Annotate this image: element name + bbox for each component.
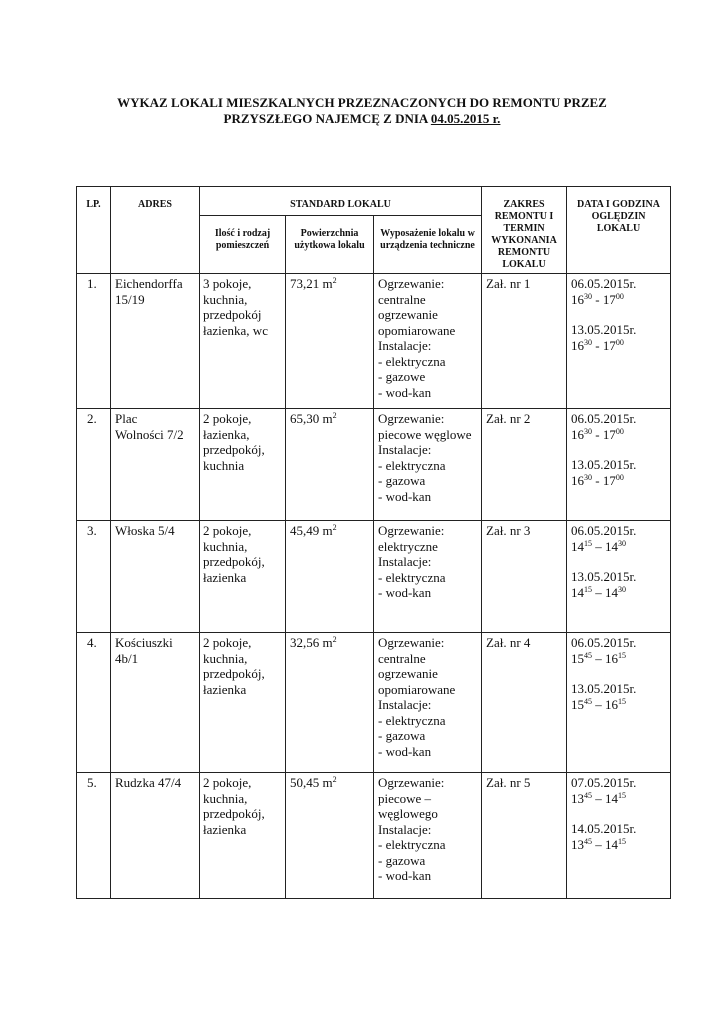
row-number: 1. [87, 276, 97, 291]
time-from-hour: 15 [571, 650, 585, 666]
equipment-line: - wod-kan [378, 488, 432, 504]
table-row [77, 521, 671, 633]
equipment-line: Ogrzewanie: [378, 523, 445, 538]
time-to-hour: 17 [602, 291, 616, 307]
cell-lp [77, 773, 111, 899]
address-line: Kościuszki [115, 635, 173, 650]
cell-address [111, 773, 200, 899]
time-from-hour: 16 [571, 337, 585, 353]
time-from-hour: 15 [571, 696, 585, 712]
cell-rooms [200, 274, 286, 409]
rooms-line: 3 pokoje, [203, 276, 252, 291]
cell-scope [482, 409, 567, 521]
rooms-line: kuchnia, [203, 650, 248, 666]
viewing-time-range [571, 473, 666, 489]
time-to-hour: 17 [602, 337, 616, 353]
cell-rooms [200, 521, 286, 633]
time-to-hour: 14 [605, 836, 619, 852]
area-unit-superscript: 2 [332, 635, 337, 644]
date-spacer [571, 806, 666, 821]
equipment-line: - gazowa [378, 728, 426, 743]
equipment-line: ogrzewanie [378, 666, 438, 681]
time-from-hour: 14 [571, 584, 585, 600]
viewing-time-range [571, 338, 666, 354]
area-unit-superscript: 2 [332, 523, 337, 532]
time-to-minute: 30 [618, 538, 627, 548]
rooms-line: kuchnia, [203, 291, 248, 307]
rooms-line: łazienka [203, 821, 247, 837]
equipment-line: - wod-kan [378, 585, 432, 600]
header-area: Powierzchnia użytkowa lokalu [286, 216, 374, 274]
time-separator: - [592, 291, 603, 307]
area-unit-superscript: 2 [332, 775, 337, 784]
rooms-line: 2 pokoje, [203, 411, 252, 426]
table-row [77, 633, 671, 773]
time-separator: – [592, 538, 606, 554]
viewing-time-range [571, 539, 666, 555]
header-address: ADRES [111, 187, 200, 274]
rooms-line: przedpokój, [203, 442, 265, 457]
time-to-minute: 15 [618, 650, 627, 660]
header-viewing: DATA I GODZINA OGLĘDZIN LOKALU [567, 187, 671, 274]
time-to-minute: 15 [618, 836, 627, 846]
time-to-minute: 15 [618, 696, 627, 706]
time-from-minute: 30 [584, 337, 593, 347]
rooms-line: przedpokój [203, 307, 262, 322]
table-row [77, 773, 671, 899]
rooms-line: kuchnia, [203, 538, 248, 554]
equipment-line: piecowe – [378, 790, 432, 806]
viewing-date: 13.05.2015r. [571, 681, 637, 696]
equipment-line: piecowe węglowe [378, 426, 472, 442]
equipment-line: - wod-kan [378, 868, 432, 883]
row-number: 4. [87, 635, 97, 650]
time-from-minute: 15 [584, 584, 593, 594]
table-body [77, 274, 671, 899]
date-spacer [571, 554, 666, 569]
equipment-line: - gazowe [378, 369, 426, 384]
time-to-minute: 15 [618, 790, 627, 800]
cell-lp [77, 521, 111, 633]
date-spacer [571, 307, 666, 322]
viewing-date: 13.05.2015r. [571, 457, 637, 472]
scope-attachment: Zał. nr 5 [486, 775, 531, 790]
cell-lp [77, 633, 111, 773]
cell-rooms [200, 409, 286, 521]
equipment-line: - gazowa [378, 852, 426, 868]
cell-scope [482, 773, 567, 899]
time-to-hour: 14 [605, 790, 619, 806]
address-line: Rudzka 47/4 [115, 775, 182, 790]
equipment-line: - elektryczna [378, 457, 446, 473]
header-rooms: Ilość i rodzaj pomieszczeń [200, 216, 286, 274]
rooms-line: 2 pokoje, [203, 523, 252, 538]
time-from-minute: 15 [584, 538, 593, 548]
cell-rooms [200, 773, 286, 899]
address-line: 15/19 [115, 291, 145, 307]
header-scope: ZAKRES REMONTU I TERMIN WYKONANIA REMONTU LOKALU [482, 187, 567, 274]
equipment-line: ogrzewanie [378, 307, 438, 322]
equipment-line: Ogrzewanie: [378, 775, 445, 790]
viewing-date: 13.05.2015r. [571, 322, 637, 337]
header-row-main [77, 187, 671, 216]
cell-area [286, 274, 374, 409]
title-line-2-prefix: PRZYSZŁEGO NAJEMCĘ Z DNIA [223, 111, 431, 126]
cell-scope [482, 633, 567, 773]
cell-viewing-dates [567, 274, 671, 409]
equipment-line: centralne [378, 291, 426, 307]
time-separator: – [592, 650, 606, 666]
cell-equipment [374, 274, 482, 409]
time-to-hour: 17 [602, 472, 616, 488]
title-date: 04.05.2015 r. [430, 111, 501, 126]
cell-area [286, 521, 374, 633]
cell-equipment [374, 633, 482, 773]
premises-table [76, 186, 671, 899]
rooms-line: łazienka, [203, 426, 250, 442]
rooms-line: łazienka [203, 569, 247, 585]
viewing-date: 06.05.2015r. [571, 523, 637, 538]
cell-equipment [374, 409, 482, 521]
time-to-minute: 00 [615, 426, 624, 436]
time-separator: – [592, 584, 606, 600]
equipment-line: Instalacje: [378, 821, 432, 837]
cell-viewing-dates [567, 773, 671, 899]
viewing-time-range [571, 292, 666, 308]
time-from-hour: 16 [571, 426, 585, 442]
cell-area [286, 409, 374, 521]
cell-address [111, 409, 200, 521]
scope-attachment: Zał. nr 4 [486, 635, 531, 650]
area-value: 45,49 m [290, 523, 333, 538]
scope-attachment: Zał. nr 2 [486, 411, 531, 426]
equipment-line: Ogrzewanie: [378, 635, 445, 650]
rooms-line: łazienka [203, 681, 247, 697]
area-unit-superscript: 2 [332, 276, 337, 285]
time-separator: - [592, 472, 603, 488]
viewing-time-range [571, 427, 666, 443]
cell-viewing-dates [567, 633, 671, 773]
cell-area [286, 773, 374, 899]
address-line: Plac [115, 411, 138, 426]
time-from-minute: 30 [584, 291, 593, 301]
viewing-date: 06.05.2015r. [571, 411, 637, 426]
time-from-hour: 13 [571, 790, 585, 806]
row-number: 2. [87, 411, 97, 426]
viewing-time-range [571, 791, 666, 807]
time-separator: – [592, 696, 606, 712]
equipment-line: elektryczne [378, 538, 438, 554]
equipment-line: - gazowa [378, 473, 426, 488]
viewing-time-range [571, 585, 666, 601]
table-row [77, 409, 671, 521]
cell-viewing-dates [567, 521, 671, 633]
area-value: 50,45 m [290, 775, 333, 790]
date-spacer [571, 666, 666, 681]
time-separator: – [592, 836, 606, 852]
area-value: 73,21 m [290, 276, 333, 291]
time-from-hour: 14 [571, 538, 585, 554]
cell-lp [77, 274, 111, 409]
document-title [60, 95, 664, 127]
area-value: 32,56 m [290, 635, 333, 650]
time-separator: – [592, 790, 606, 806]
title-line-1: WYKAZ LOKALI MIESZKALNYCH PRZEZNACZONYCH DO REMONTU PRZEZ [117, 95, 607, 110]
time-to-hour: 17 [602, 426, 616, 442]
rooms-line: kuchnia, [203, 790, 248, 806]
rooms-line: 2 pokoje, [203, 775, 252, 790]
table-row [77, 274, 671, 409]
cell-address [111, 521, 200, 633]
title-line-2 [60, 111, 664, 127]
equipment-line: Ogrzewanie: [378, 411, 445, 426]
cell-area [286, 633, 374, 773]
cell-address [111, 633, 200, 773]
address-line: Włoska 5/4 [115, 523, 175, 538]
equipment-line: - elektryczna [378, 353, 446, 369]
header-equipment: Wyposażenie lokalu w urządzenia techniczne [374, 216, 482, 274]
equipment-line: - wod-kan [378, 743, 432, 759]
row-number: 5. [87, 775, 97, 790]
rooms-line: kuchnia [203, 457, 245, 473]
equipment-line: Ogrzewanie: [378, 276, 445, 291]
header-lp: LP. [77, 187, 111, 274]
rooms-line: łazienka, wc [203, 322, 268, 338]
date-spacer [571, 442, 666, 457]
time-from-hour: 16 [571, 291, 585, 307]
equipment-line: - elektryczna [378, 712, 446, 728]
time-to-minute: 00 [615, 291, 624, 301]
viewing-date: 14.05.2015r. [571, 821, 637, 836]
time-to-hour: 16 [605, 650, 619, 666]
viewing-time-range [571, 651, 666, 667]
rooms-line: przedpokój, [203, 806, 265, 821]
time-from-minute: 45 [584, 836, 593, 846]
equipment-line: centralne [378, 650, 426, 666]
equipment-line: Instalacje: [378, 442, 432, 457]
equipment-line: - elektryczna [378, 837, 446, 852]
equipment-line: - wod-kan [378, 384, 432, 400]
time-to-hour: 14 [605, 538, 619, 554]
area-unit-superscript: 2 [332, 411, 337, 420]
rooms-line: przedpokój, [203, 666, 265, 681]
equipment-line: Instalacje: [378, 697, 432, 712]
time-from-minute: 45 [584, 790, 593, 800]
cell-equipment [374, 521, 482, 633]
cell-scope [482, 274, 567, 409]
time-from-minute: 30 [584, 426, 593, 436]
equipment-line: Instalacje: [378, 338, 432, 353]
viewing-date: 06.05.2015r. [571, 635, 637, 650]
viewing-time-range [571, 837, 666, 853]
equipment-line: Instalacje: [378, 554, 432, 569]
viewing-date: 07.05.2015r. [571, 775, 637, 790]
time-to-hour: 14 [605, 584, 619, 600]
equipment-line: opomiarowane [378, 322, 456, 338]
viewing-date: 06.05.2015r. [571, 276, 637, 291]
time-from-minute: 45 [584, 650, 593, 660]
area-value: 65,30 m [290, 411, 333, 426]
scope-attachment: Zał. nr 1 [486, 276, 531, 291]
address-line: Eichendorffa [115, 276, 183, 291]
address-line: 4b/1 [115, 650, 139, 666]
equipment-line: węglowego [378, 806, 438, 821]
time-to-minute: 30 [618, 584, 627, 594]
cell-rooms [200, 633, 286, 773]
time-to-minute: 00 [615, 472, 624, 482]
row-number: 3. [87, 523, 97, 538]
time-from-hour: 16 [571, 472, 585, 488]
cell-viewing-dates [567, 409, 671, 521]
scope-attachment: Zał. nr 3 [486, 523, 531, 538]
time-to-hour: 16 [605, 696, 619, 712]
cell-address [111, 274, 200, 409]
time-separator: - [592, 337, 603, 353]
time-from-minute: 45 [584, 696, 593, 706]
cell-equipment [374, 773, 482, 899]
viewing-time-range [571, 697, 666, 713]
time-to-minute: 00 [615, 337, 624, 347]
rooms-line: przedpokój, [203, 554, 265, 569]
equipment-line: - elektryczna [378, 569, 446, 585]
time-separator: - [592, 426, 603, 442]
equipment-line: opomiarowane [378, 681, 456, 697]
time-from-minute: 30 [584, 472, 593, 482]
address-line: Wolności 7/2 [115, 426, 184, 442]
viewing-date: 13.05.2015r. [571, 569, 637, 584]
cell-scope [482, 521, 567, 633]
time-from-hour: 13 [571, 836, 585, 852]
cell-lp [77, 409, 111, 521]
rooms-line: 2 pokoje, [203, 635, 252, 650]
header-standard: STANDARD LOKALU [200, 187, 482, 216]
